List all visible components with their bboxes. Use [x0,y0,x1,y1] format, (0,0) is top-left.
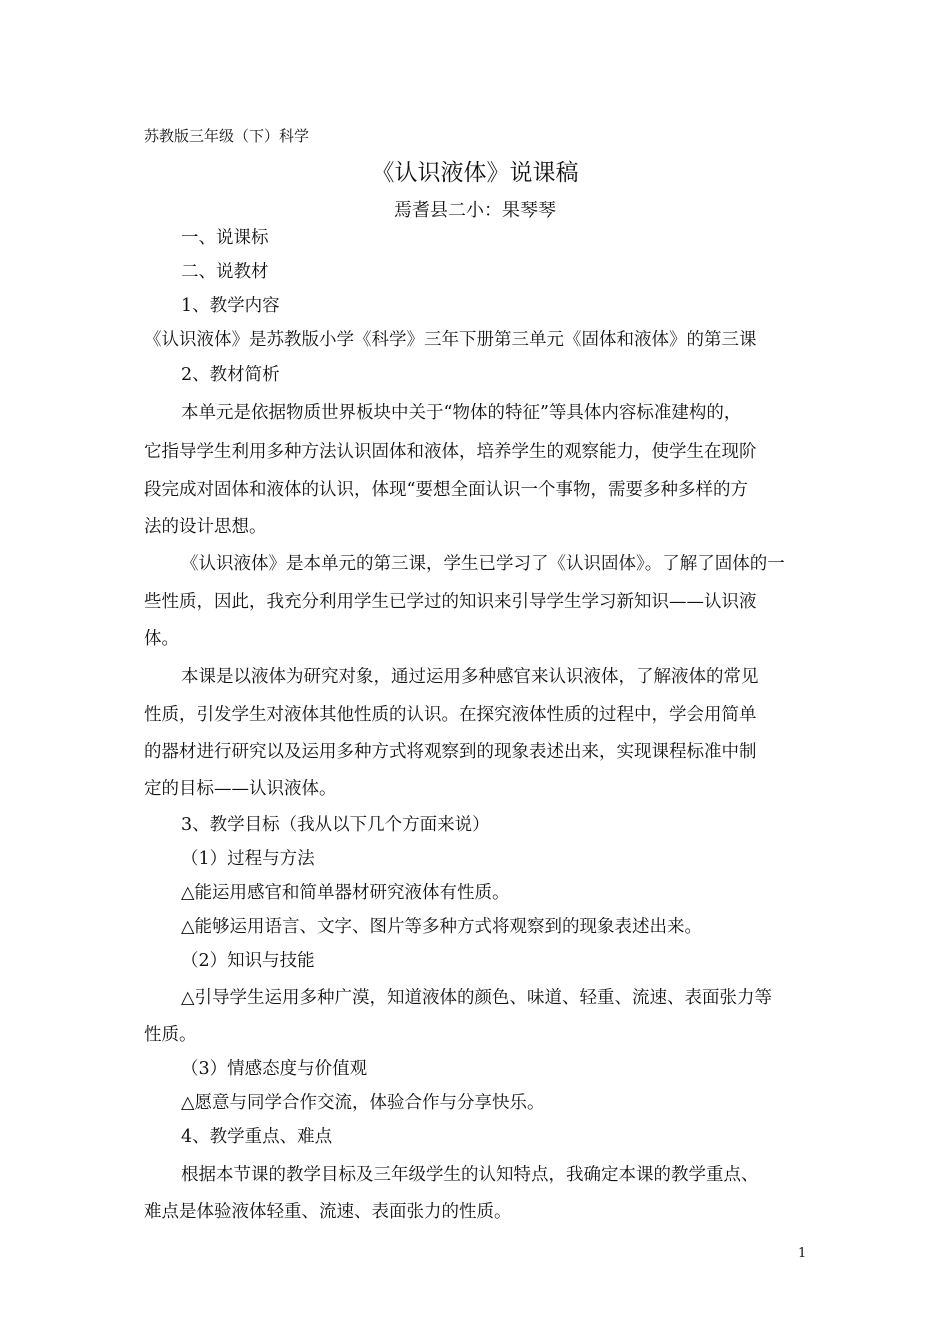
paragraph-line: 本课是以液体为研究对象，通过运用多种感官来认识液体，了解液体的常见 [181,667,759,687]
paragraph-line: 些性质，因此，我充分利用学生已学过的知识来引导学生学习新知识——认识液 [144,592,757,612]
paragraph-line: 段完成对固体和液体的认识，体现“要想全面认识一个事物，需要多种多样的方 [144,480,748,500]
paragraph-line: 《认识液体》是苏教版小学《科学》三年下册第三单元《固体和液体》的第三课 [144,330,757,350]
subsection-heading: 1、教学内容 [181,296,280,316]
objective-heading: （3）情感态度与价值观 [181,1059,368,1079]
subsection-heading: 4、教学重点、难点 [181,1127,333,1147]
subsection-heading: 3、教学目标（我从以下几个方面来说） [181,815,490,835]
author-line: 焉耆县二小：果琴琴 [394,200,556,221]
objective-heading: （2）知识与技能 [181,951,315,971]
objective-item: △引导学生运用多种广漠，知道液体的颜色、味道、轻重、流速、表面张力等 [181,988,772,1008]
section-heading: 一、说课标 [181,228,269,248]
paragraph-line: 根据本节课的教学目标及三年级学生的认知特点，我确定本课的教学重点、 [181,1165,759,1185]
paragraph-line: 体。 [144,629,179,649]
objective-item: △愿意与同学合作交流，体验合作与分享快乐。 [181,1093,545,1113]
paragraph-line: 的器材进行研究以及运用多种方式将观察到的现象表述出来，实现课程标准中制 [144,742,757,762]
paragraph-line: 本单元是依据物质世界板块中关于“物体的特征”等具体内容标准建构的， [181,403,742,423]
subsection-heading: 2、教材简析 [181,365,280,385]
section-heading: 二、说教材 [181,262,269,282]
paragraph-line: 它指导学生利用多种方法认识固体和液体，培养学生的观察能力，使学生在现阶 [144,442,757,462]
document-header: 苏教版三年级（下）科学 [144,127,310,145]
paragraph-line: 定的目标——认识液体。 [144,779,337,799]
document-title: 《认识液体》说课稿 [371,160,579,186]
page-number: 1 [798,1246,807,1261]
objective-item: △能运用感官和简单器材研究液体有性质。 [181,883,510,903]
paragraph-line: 性质。 [144,1025,197,1045]
paragraph-line: 法的设计思想。 [144,517,267,537]
objective-heading: （1）过程与方法 [181,849,315,869]
paragraph-line: 难点是体验液体轻重、流速、表面张力的性质。 [144,1202,512,1222]
paragraph-line: 性质，引发学生对液体其他性质的认识。在探究液体性质的过程中，学会用简单 [144,705,757,725]
objective-item: △能够运用语言、文字、图片等多种方式将观察到的现象表述出来。 [181,917,702,937]
paragraph-line: 《认识液体》是本单元的第三课，学生已学习了《认识固体》。了解了固体的一 [181,554,785,574]
